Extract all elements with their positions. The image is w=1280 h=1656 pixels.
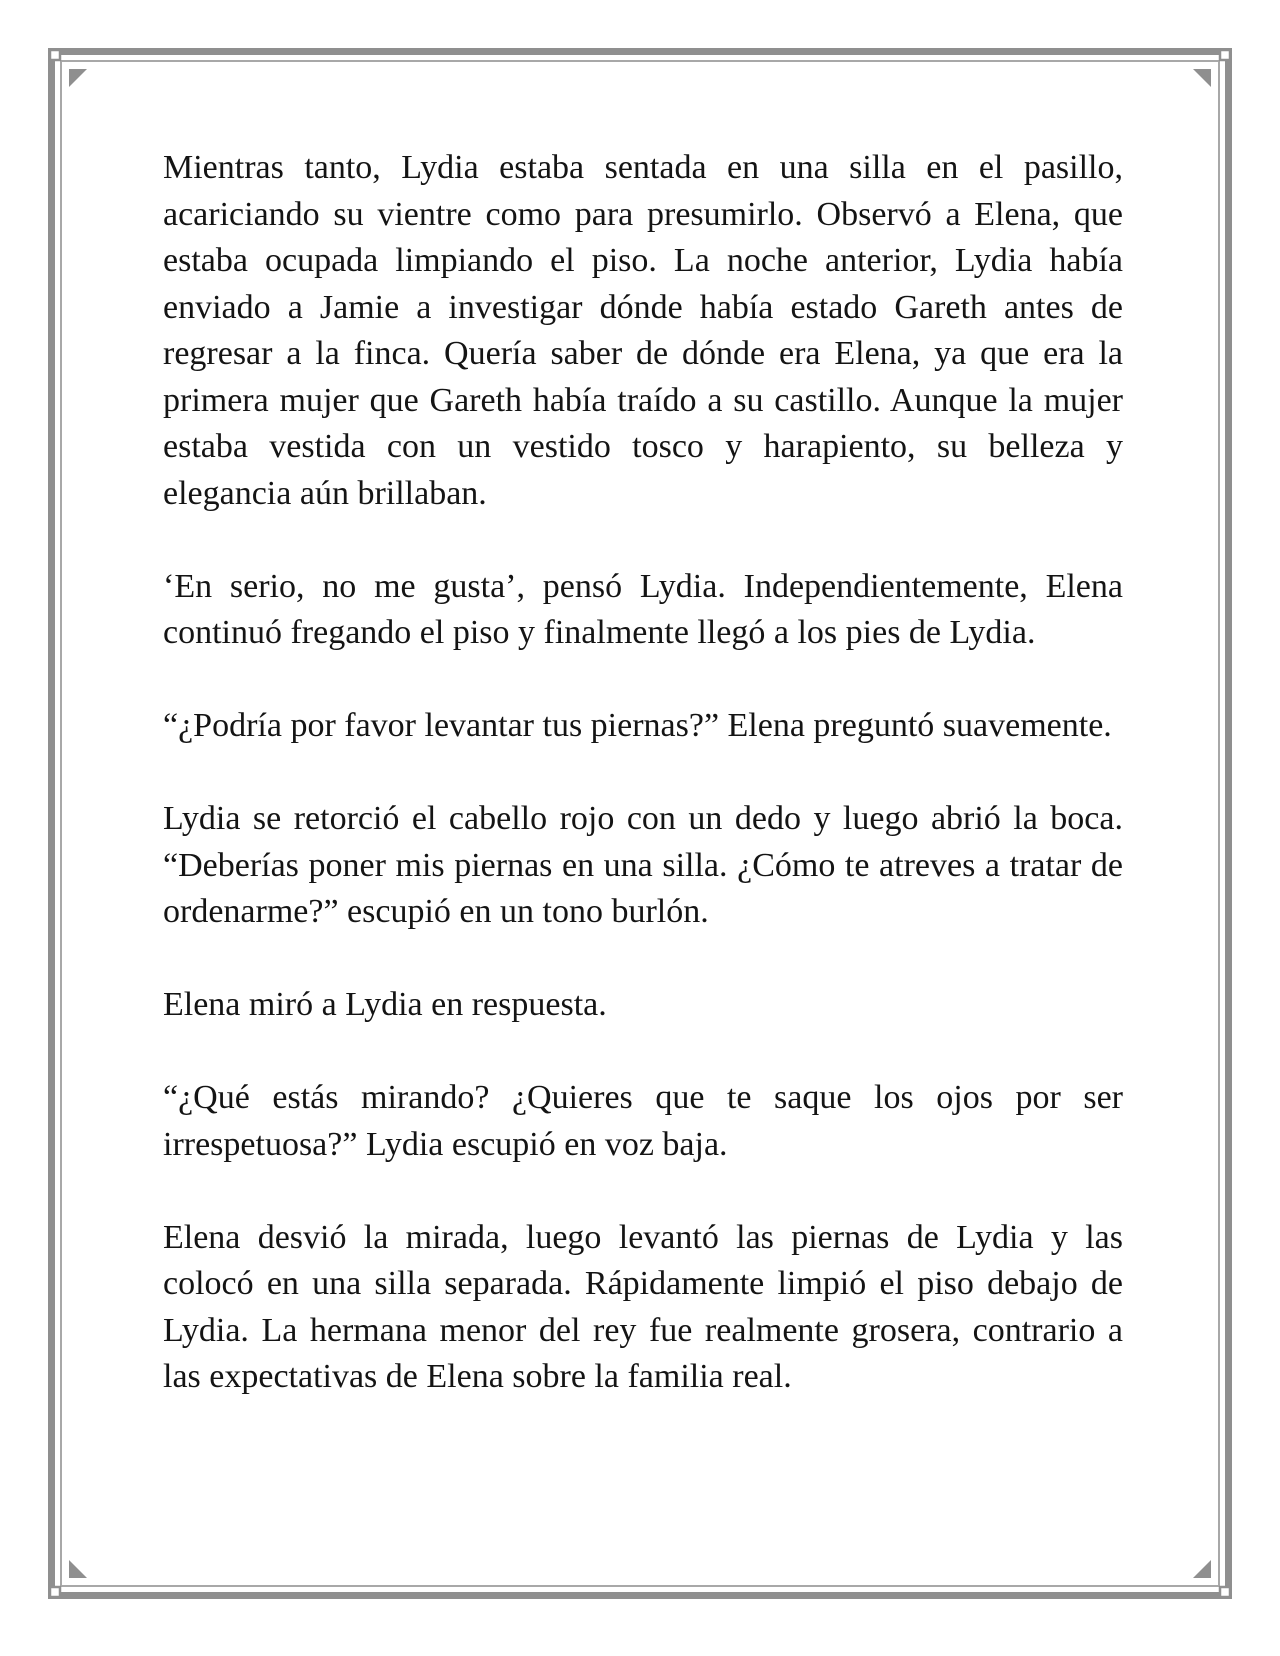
story-text: [163, 145, 1123, 1401]
paragraph-1: Mientras tanto, Lydia estaba sentada en una silla en el pasillo, acariciando su vientre como para presumirlo. Observó a Elena, que estaba ocupada limpiando el piso. La noche anterior, Lydia había enviado a Jamie a investigar dónde había estado Gareth antes de regresar a la finca. Quería saber de dónde era Elena, ya que era la primera mujer que Gareth había traído a su castillo. Aunque la mujer estaba vestida con un vestido tosco y harapiento, su belleza y elegancia aún brillaban.: [163, 149, 1123, 512]
corner-ornament-top-left-icon: [69, 69, 87, 87]
corner-ornament-bottom-left-icon: [69, 1560, 87, 1578]
paragraph-4: Lydia se retorció el cabello rojo con un dedo y luego abrió la boca. “Deberías poner mis piernas en una silla. ¿Cómo te atreves a tratar de ordenarme?” escupió en un tono burlón.: [163, 800, 1123, 930]
corner-ornament-top-right-icon: [1193, 69, 1211, 87]
paragraph-2: ‘En serio, no me gusta’, pensó Lydia. Independientemente, Elena continuó fregando el piso y finalmente llegó a los pies de Lydia.: [163, 567, 1123, 651]
paragraph-6: “¿Qué estás mirando? ¿Quieres que te saque los ojos por ser irrespetuosa?” Lydia escupió en voz baja.: [163, 1079, 1123, 1163]
corner-ornament-bottom-right-icon: [1193, 1560, 1211, 1578]
paragraph-5: Elena miró a Lydia en respuesta.: [163, 986, 607, 1023]
paragraph-3: “¿Podría por favor levantar tus piernas?” Elena preguntó suavemente.: [163, 707, 1112, 744]
paragraph-7: Elena desvió la mirada, luego levantó las piernas de Lydia y las colocó en una silla separada. Rápidamente limpió el piso debajo de Lydia. La hermana menor del rey fue realmente grosera, contrario a las expectativas de Elena sobre la familia real.: [163, 1218, 1123, 1395]
